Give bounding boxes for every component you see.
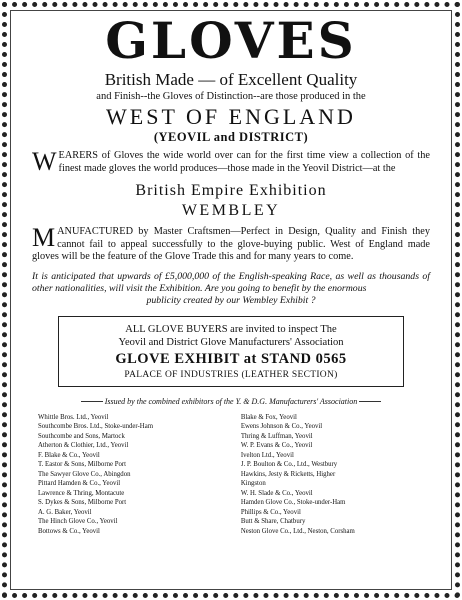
exhibitor-item: Bottows & Co., Yeovil [38, 527, 100, 535]
exhibitor-item: Neston Glove Co., Ltd., Neston, Corsham [240, 527, 355, 535]
exhibitor-item: Blake & Fox, Yeovil [240, 413, 297, 421]
ad-title: GLOVES [105, 11, 357, 70]
exhibitor-item: T. Eastor & Sons, Milborne Port [38, 461, 127, 468]
exhibitor-item: Whittle Bros. Ltd., Yeovil [38, 413, 109, 421]
anticipated-paragraph [32, 271, 430, 307]
exhibitor-item: S. Dykes & Sons, Milborne Port [38, 499, 127, 506]
divider [359, 401, 381, 402]
intro-text: EARERS of Gloves the wide world over can for the first time view a collection of the finest made gloves the world produces—those made in the Yeovil District—at the [58, 150, 430, 174]
exhibitor-item: F. Blake & Co., Yeovil [38, 451, 100, 459]
exhibitor-item: Southcombe Bros. Ltd., Stoke-under-Ham [38, 423, 154, 430]
manufactured-text: ANUFACTURED by Master Craftsmen—Perfect in Design, Quality and Finish they cannot fail to appeal successfully to the glove-buying public. West of England made gloves will be the feature of the Glove Trade this and for many years to come. [32, 226, 430, 262]
anticipated-last-line: publicity created by our Wembley Exhibit ? [146, 294, 316, 306]
exhibitor-item: The Sawyer Glove Co., Abingdon [38, 470, 131, 478]
exhibitor-item: W. H. Slade & Co., Yeovil [240, 489, 313, 497]
exhibitor-item: J. P. Boulton & Co., Ltd., Westbury [240, 461, 338, 468]
district-heading: (YEOVIL and DISTRICT) [153, 130, 309, 144]
exhibition-name: British Empire Exhibition [135, 182, 327, 199]
anticipated-text: It is anticipated that upwards of £5,000,000 of the English-speaking Race, as well as thousands of other nationalities, will visit the Exhibition. Are you going to benefit by the enormous [32, 270, 430, 294]
exhibitor-item: Southcombe and Sons, Martock [38, 432, 125, 440]
box-association-line: Yeovil and District Glove Manufacturers' Association [118, 336, 344, 348]
exhibitor-item: Hawkins, Jesty & Ricketts, Higher [240, 470, 336, 478]
exhibitor-item: Phillips & Co., Yeovil [240, 508, 301, 516]
exhibitor-item: Lawrence & Thring, Montacute [38, 489, 125, 497]
tagline: British Made — of Excellent Quality [104, 70, 358, 89]
exhibitor-item: Thring & Luffman, Yeovil [240, 432, 313, 440]
region-heading: WEST OF ENGLAND [106, 104, 356, 129]
exhibitor-list [38, 413, 428, 537]
intro-dropcap: W [32, 147, 57, 176]
exhibitor-column-left [38, 413, 225, 537]
exhibitor-column-right [241, 413, 428, 537]
exhibitor-item: W. P. Evans & Co., Yeovil [240, 442, 313, 449]
issued-by-line [18, 397, 444, 407]
issued-text: Issued by the combined exhibitors of the Y. & D.G. Manufacturers' Association [104, 396, 358, 406]
manufactured-paragraph [32, 223, 430, 264]
exhibitor-item: Butt & Share, Chatbury [240, 518, 306, 525]
ad-content [18, 11, 444, 590]
exhibitor-item: The Hinch Glove Co., Yeovil [38, 518, 118, 525]
box-palace-line: PALACE OF INDUSTRIES (LEATHER SECTION) [124, 369, 338, 380]
exhibition-place: WEMBLEY [181, 202, 281, 219]
manufactured-dropcap: M [32, 223, 56, 252]
intro-paragraph [32, 147, 430, 176]
exhibitor-item: Ewens Johnson & Co., Yeovil [240, 423, 323, 430]
exhibitor-item: Hamden Glove Co., Stoke-under-Ham [240, 499, 346, 506]
exhibitor-item: Atherton & Clothier, Ltd., Yeovil [38, 442, 129, 449]
exhibitor-item: Kingston [240, 480, 266, 487]
exhibitor-item: Ivelton Ltd., Yeovil [240, 451, 294, 459]
divider [81, 401, 103, 402]
stand-info-box [58, 316, 404, 387]
tagline-continued: and Finish--the Gloves of Distinction--are those produced in the [96, 91, 366, 102]
box-invite-line: ALL GLOVE BUYERS are invited to inspect The [125, 323, 337, 335]
exhibitor-item: Pittard Hamden & Co., Yeovil [38, 480, 121, 487]
box-stand-line: GLOVE EXHIBIT at STAND 0565 [115, 350, 347, 367]
exhibitor-item: A. G. Baker, Yeovil [38, 508, 92, 516]
